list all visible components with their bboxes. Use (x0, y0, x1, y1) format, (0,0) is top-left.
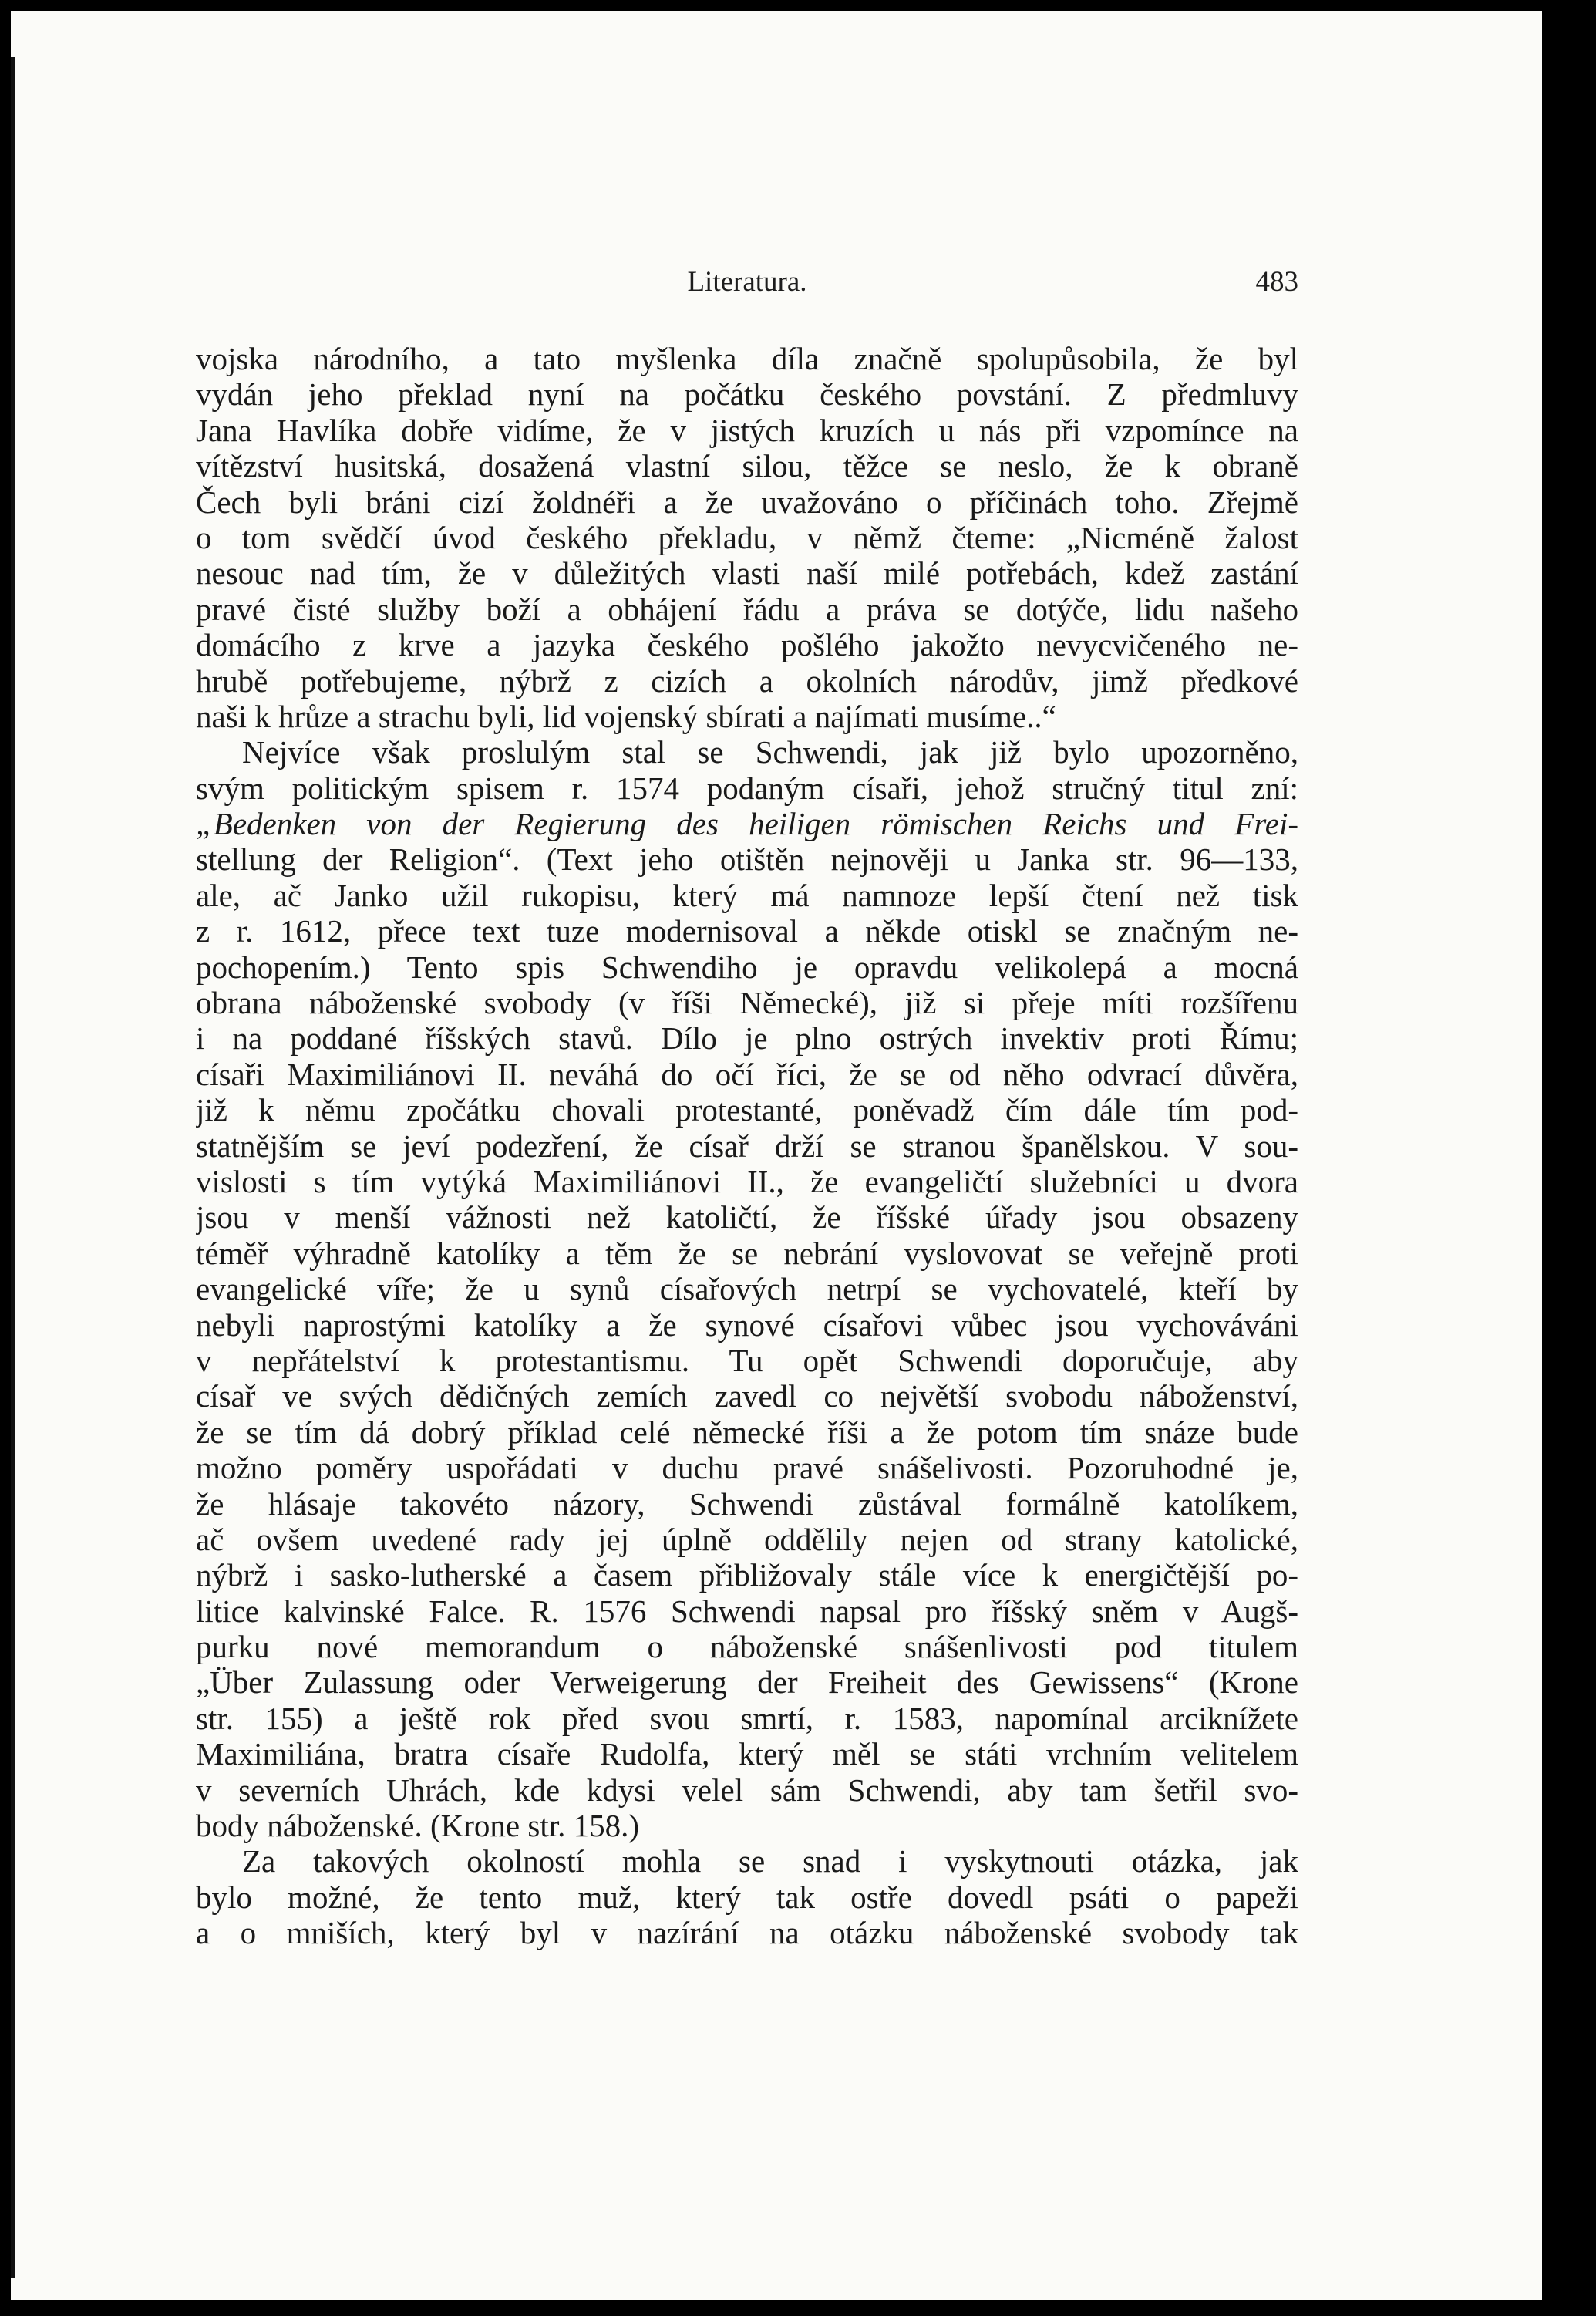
text-line: purku nové memorandum o náboženské snášenlivosti pod titulem (196, 1629, 1298, 1665)
running-title: Literatura. (687, 266, 807, 298)
text-line: statnějším se jeví podezření, že císař drží se stranou španělskou. V sou- (196, 1128, 1298, 1164)
text-line: císař ve svých dědičných zemích zavedl co největší svobodu náboženství, (196, 1378, 1298, 1414)
text-line: hrubě potřebujeme, nýbrž z cizích a okolních národův, jimž předkové (196, 662, 1298, 699)
text-line: že se tím dá dobrý příklad celé německé říši a že potom tím snáze bude (196, 1414, 1298, 1450)
page-number: 483 (1255, 266, 1298, 298)
text-line: Za takových okolností mohla se snad i vyskytnouti otázka, jak (242, 1843, 1298, 1879)
text-line: stellung der Religion“. (Text jeho otištěn nejnověji u Janka str. 96—133, (196, 841, 1298, 878)
running-header (196, 265, 1298, 304)
text-line: nýbrž i sasko-lutherské a časem přibližovaly stále více k energičtější po- (196, 1557, 1298, 1593)
text-line: pochopením.) Tento spis Schwendiho je opravdu velikolepá a mocná (196, 949, 1298, 985)
text-line: vojska národního, a tato myšlenka díla značně spolupůsobila, že byl (196, 341, 1298, 376)
text-line: domácího z krve a jazyka českého pošlého jakožto nevycvičeného ne- (196, 627, 1298, 663)
text-line: z r. 1612, přece text tuze modernisoval a někde otiskl se značným ne- (196, 913, 1298, 949)
text-line: litice kalvinské Falce. R. 1576 Schwendi napsal pro říšský sněm v Augš- (196, 1593, 1298, 1629)
page-edge-shadow (11, 57, 15, 2278)
text-line: téměř výhradně katolíky a těm že se nebrání vyslovovat se veřejně proti (196, 1235, 1298, 1271)
text-line: vydán jeho překlad nyní na počátku českého povstání. Z předmluvy (196, 376, 1298, 413)
text-line: vítězství husitská, dosažená vlastní silou, těžce se neslo, že k obraně (196, 448, 1298, 484)
text-line: Jana Havlíka dobře vidíme, že v jistých kruzích u nás při vzpomínce na (196, 412, 1298, 448)
text-line: již k němu zpočátku chovali protestanté, poněvadž čím dále tím pod- (196, 1092, 1298, 1128)
text-line: „Über Zulassung oder Verweigerung der Freiheit des Gewissens“ (Krone (196, 1664, 1298, 1701)
text-line: císaři Maximiliánovi II. neváhá do očí říci, že se od něho odvrací důvěra, (196, 1056, 1298, 1092)
text-line: jsou v menší vážnosti než katoličtí, že říšské úřady jsou obsazeny (196, 1199, 1298, 1236)
text-line: bylo možné, že tento muž, který tak ostře dovedl psáti o papeži (196, 1879, 1298, 1915)
text-line: nebyli naprostými katolíky a že synové císařovi vůbec jsou vychováváni (196, 1306, 1298, 1343)
text-line: svým politickým spisem r. 1574 podaným císaři, jehož stručný titul zní: (196, 770, 1298, 806)
text-line: Čech byli bráni cizí žoldnéři a že uvažováno o příčinách toho. Zřejmě (196, 484, 1298, 520)
text-line: v severních Uhrách, kde kdysi velel sám Schwendi, aby tam šetřil svo- (196, 1772, 1298, 1808)
text-line: Nejvíce však proslulým stal se Schwendi, jak již bylo upozorněno, (242, 734, 1298, 770)
text-line: že hlásaje takovéto názory, Schwendi zůstával formálně katolíkem, (196, 1485, 1298, 1522)
body-text (196, 341, 1298, 1951)
text-line: obrana náboženské svobody (v říši Německé), již si přeje míti rozšířenu (196, 985, 1298, 1021)
text-line: naši k hrůze a strachu byli, lid vojenský sbírati a najímati musíme..“ (196, 698, 1056, 734)
text-line: pravé čisté služby boží a obhájení řádu a práva se dotýče, lidu našeho (196, 591, 1298, 627)
text-line: možno poměry uspořádati v duchu pravé snášelivosti. Pozoruhodné je, (196, 1450, 1298, 1486)
text-line: Maximiliána, bratra císaře Rudolfa, který měl se státi vrchním velitelem (196, 1736, 1298, 1772)
text-line: „Bedenken von der Regierung des heiligen römischen Reichs und Frei- (196, 806, 1298, 842)
text-line: body náboženské. (Krone str. 158.) (196, 1808, 640, 1844)
book-page (11, 11, 1542, 2300)
text-line: o tom svědčí úvod českého překladu, v němž čteme: „Nicméně žalost (196, 519, 1298, 555)
text-line: str. 155) a ještě rok před svou smrtí, r. 1583, napomínal arciknížete (196, 1700, 1298, 1736)
text-line: i na poddané říšských stavů. Dílo je plno ostrých invektiv proti Římu; (196, 1020, 1298, 1057)
text-line: nesouc nad tím, že v důležitých vlasti naší milé potřebách, kdež zastání (196, 555, 1298, 592)
text-line: vislosti s tím vytýká Maximiliánovi II., že evangeličtí služebníci u dvora (196, 1163, 1298, 1199)
text-line: evangelické víře; že u synů císařových netrpí se vychovatelé, kteří by (196, 1271, 1298, 1307)
text-line: ale, ač Janko užil rukopisu, který má namnoze lepší čtení než tisk (196, 877, 1298, 913)
text-line: ač ovšem uvedené rady jej úplně oddělily nejen od strany katolické, (196, 1521, 1298, 1557)
text-line: v nepřátelství k protestantismu. Tu opět Schwendi doporučuje, aby (196, 1342, 1298, 1378)
text-line: a o mniších, který byl v nazírání na otázku náboženské svobody tak (196, 1915, 1298, 1951)
